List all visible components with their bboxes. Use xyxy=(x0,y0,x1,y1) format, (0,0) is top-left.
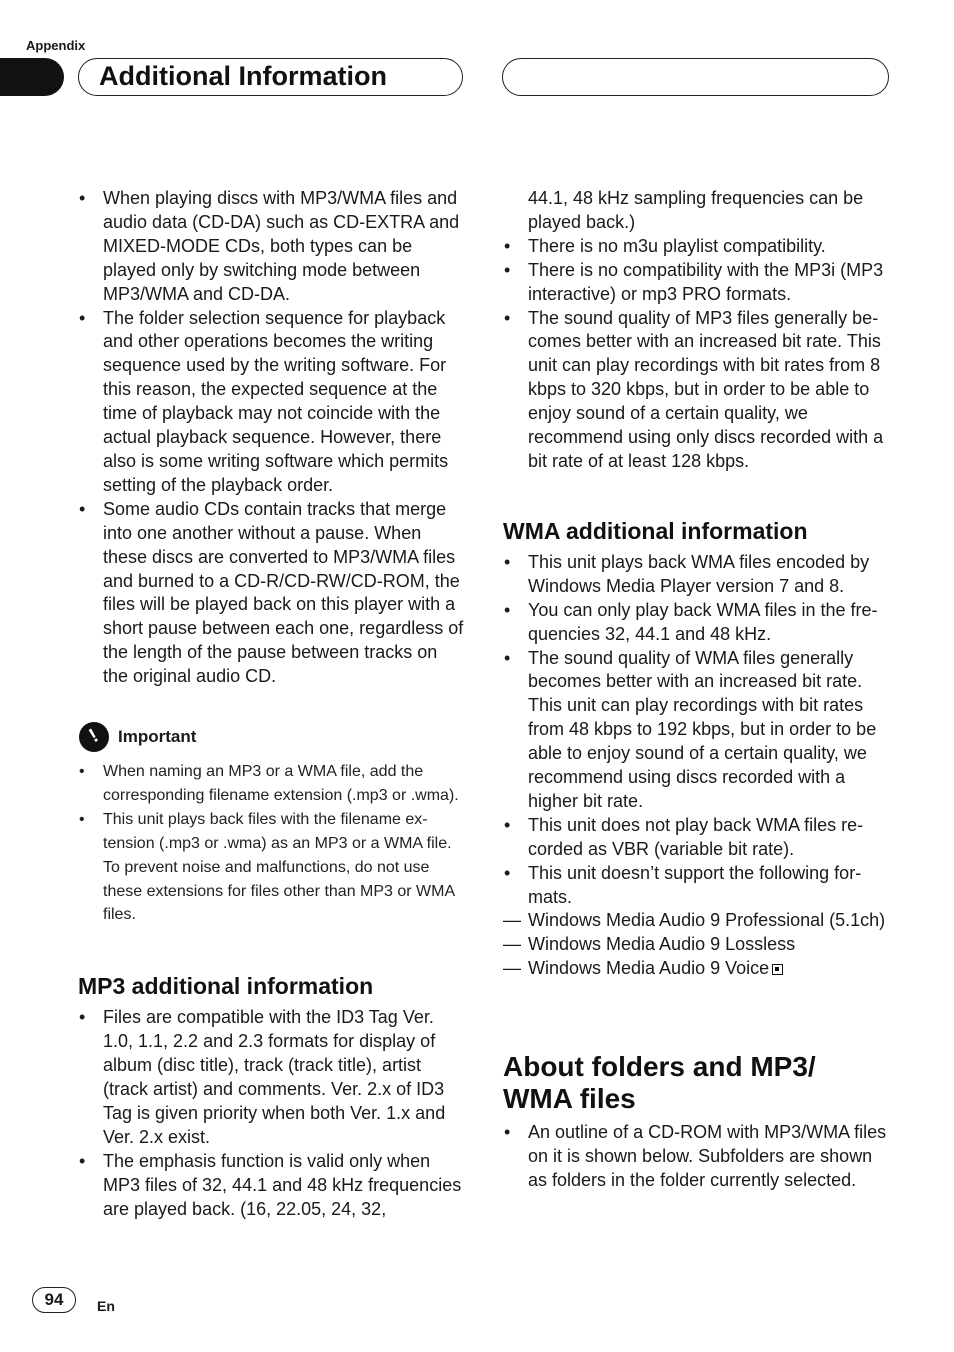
list-item-text: Windows Media Audio 9 Voice xyxy=(528,958,770,979)
list-item: • The sound quality of MP3 files generally becomes better with an increased bit rate. This unit can play recordings with bit rates from 8 kbps to 320 kbps, but in order to be able to enjoy sound of a certain quality, we recommend using only discs recorded with a bit rate of at least 128 kbps. xyxy=(503,307,889,474)
list-item xyxy=(503,933,889,957)
section-tab-marker xyxy=(0,58,64,96)
mp3-heading: MP3 additional information xyxy=(78,973,374,1000)
list-item: • Some audio CDs contain tracks that merge into one another without a pause. When these discs are converted to MP3/WMA files and burned to a CD-R/CD-RW/CD-ROM, the files will be played back on this player with a short pause between each one, regardless of the length of the pause between tracks on the original audio CD. xyxy=(78,498,464,689)
list-item: • There is no m3u playlist compatibility. xyxy=(503,235,889,259)
list-item: • Files are compatible with the ID3 Tag Ver. 1.0, 1.1, 2.2 and 2.3 formats for display of album (disc title), track (track title), artist (track artist) and comments. Ver. 2.x of ID3 Tag is given priority when both Ver. 1.x and Ver. 2.x exist. xyxy=(78,1006,464,1149)
unsupported-formats-list xyxy=(503,909,889,981)
list-item: • You can only play back WMA files in the frequencies 32, 44.1 and 48 kHz. xyxy=(503,599,889,647)
list-item: • When playing discs with MP3/WMA files and audio data (CD-DA) such as CD-EXTRA and MIXED-MODE CDs, both types can be played only by switching mode between MP3/WMA and CD-DA. xyxy=(78,187,464,307)
folders-heading-line-1: About folders and MP3/ xyxy=(503,1051,816,1083)
language-label: En xyxy=(97,1298,115,1314)
important-label: Important xyxy=(118,727,197,747)
section-label: Appendix xyxy=(26,38,86,53)
list-item: • There is no compatibility with the MP3i (MP3 interactive) or mp3 PRO formats. xyxy=(503,259,889,307)
continued-text: 44.1, 48 kHz sampling frequencies can be played back.) xyxy=(528,188,864,232)
list-item: — Windows Media Audio 9 Professional (5.1ch) xyxy=(503,909,889,933)
list-item: • This unit does not play back WMA files recorded as VBR (variable bit rate). xyxy=(503,814,889,862)
list-item: • The sound quality of WMA files generally becomes better with an increased bit rate. This unit can play recordings with bit rates from 48 kbps to 192 kbps, but in order to be able to enjoy sound of a certain quality, we recommend using discs recorded with a higher bit rate. xyxy=(503,647,889,814)
important-icon xyxy=(79,722,109,752)
list-item: • The folder selection sequence for playback and other operations becomes the writing sequence used by the writing software. For this reason, the expected sequence at the time of playback may not coincide with the actual playback sequence. However, there also is some writing software which permits setting of the playback order. xyxy=(78,307,464,498)
title-box xyxy=(78,58,463,96)
list-item xyxy=(503,957,889,981)
list-item: • This unit doesn’t support the following formats. xyxy=(503,862,889,910)
important-header xyxy=(78,720,464,754)
page-number: 94 xyxy=(32,1287,76,1313)
general-notes-list xyxy=(78,187,464,689)
list-item: • When naming an MP3 or a WMA file, add the corresponding filename extension (.mp3 or .wma). xyxy=(78,760,464,808)
wma-info-list xyxy=(503,551,889,910)
end-of-section-icon xyxy=(772,964,783,975)
list-item: • The emphasis function is valid only when MP3 files of 32, 44.1 and 48 kHz frequencies are played back. (16, 22.05, 24, 32, xyxy=(78,1150,464,1222)
folders-heading xyxy=(503,1051,889,1115)
list-item-text: Windows Media Audio 9 Lossless xyxy=(528,934,796,955)
important-list xyxy=(78,760,464,927)
folders-heading-line-2: WMA files xyxy=(503,1083,636,1115)
folders-info-list xyxy=(503,1121,889,1193)
page-title: Additional Information xyxy=(99,61,387,91)
list-item: • This unit plays back WMA files encoded by Windows Media Player version 7 and 8. xyxy=(503,551,889,599)
right-column xyxy=(503,187,889,1193)
list-item: • An outline of a CD-ROM with MP3/WMA files on it is shown below. Subfolders are shown as folders in the folder currently selected. xyxy=(503,1121,889,1193)
empty-title-box xyxy=(502,58,889,96)
list-item: • This unit plays back files with the filename extension (.mp3 or .wma) as an MP3 or a WMA file. To prevent noise and malfunctions, do not use these extensions for files other than MP3 or WMA files. xyxy=(78,808,464,928)
mp3-info-list xyxy=(78,1006,464,1221)
wma-heading: WMA additional information xyxy=(503,517,808,544)
left-column xyxy=(78,187,464,1222)
mp3-compat-list xyxy=(503,235,889,474)
